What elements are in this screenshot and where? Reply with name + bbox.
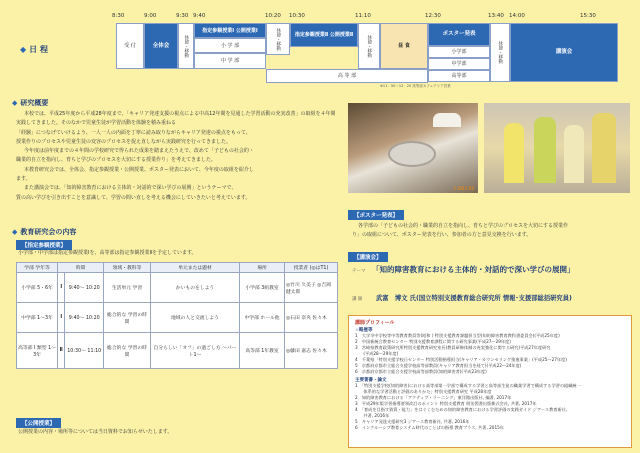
break-box: 休憩・移動 [266, 23, 290, 55]
table-header: 時間 [58, 263, 104, 273]
content-heading [12, 227, 76, 237]
table-cell: 生活単元 学習 [104, 273, 151, 303]
table-cell: 総合的な 学習の時間 [104, 333, 151, 369]
lunch-box: 昼 食 [380, 23, 428, 69]
profile-line: 1 大学卒中学校等中等教育教員等(昭和 ) 特別支援教育課題担当型(知的障害教育教科書委員会)(平成25年度) [355, 333, 560, 338]
time-label: 11:10 [355, 13, 371, 19]
overview-line: 授業作りのプロセスや児童生徒の変容のプロセスを捉え直しながら実践研究を行ってきました。 [16, 138, 232, 145]
table-header: 領域・教科等 [104, 263, 151, 273]
table-cell: ◎藤田 嘉志 佐々木 [285, 333, 338, 369]
lecture-box: 講演会 [510, 23, 618, 82]
designated-lesson-bar: 【指定参観授業】 [16, 240, 72, 250]
profile-line: 5 キャリア発達支援研究3 ジアース教育新社, 共著, 2016年 [355, 419, 470, 424]
time-label: 10:30 [289, 13, 305, 19]
time-label: 9:40 [193, 13, 206, 19]
profile-line: 3 平成29年版学習指導要領改訂のポイント 特別支援教育 明治図書出版株式会社, 共著, 2017年 [355, 401, 537, 406]
public-lesson-text: 公開授業の内容・場所等については当日資料でお知らせいたします。 [18, 429, 173, 435]
table-cell: 自分らしい「オフ」の過ごし方 〜パート1〜 [151, 333, 240, 369]
schedule-row: 中 学 部 [194, 53, 266, 69]
overview-line: 今年度は前年度までの４年間の学校研究で得られた成果を踏まえたうえで、改めて「子どもの社会的・ [24, 148, 254, 155]
table-cell: 小学部 5・6年 [17, 273, 58, 303]
table-cell: Ⅱ [58, 333, 65, 369]
cap-shape [433, 113, 461, 127]
schedule-row: 高 等 部 [266, 69, 428, 83]
time-label: 13:40 [488, 13, 504, 19]
overview-line: 本校では、平成25年度から平成28年度まで、「キャリア発達支援の視点による中高12年間を見通した学習活動の充実改善」の取組を４年間実践してきました。そのなかで児童生徒が学習活動を体験を積み重ねる [16, 111, 336, 127]
speaker-profile-box [348, 315, 632, 448]
table-cell: 地域の人と交流しよう [151, 303, 240, 333]
speaker-label: 講 師 [352, 297, 363, 302]
profile-title: 講師プロフィール [355, 320, 395, 326]
poster-row: 高等部 [428, 70, 490, 82]
lecture-speaker: 武富 博文 氏(国立特別支援教育総合研究所 情報･支援部総括研究員) [376, 295, 572, 302]
poster-bar: 【ポスター発表】 [348, 210, 404, 220]
table-cell: ◎竹川 久美子 ◎吉岡 健太郎 [285, 273, 338, 303]
table-cell: Ⅰ [58, 303, 65, 333]
lecture-bar: 【講演会】 [348, 252, 388, 262]
designated-lesson-1-box: 指定参観授業Ⅰ 公開授業Ⅰ [194, 23, 266, 38]
profile-line: (平成28〜29年度) [355, 351, 399, 356]
profile-line: 3 宮崎県教育政策研究所特別支援教育研究室長(教員研修体制の充実強化に関する研究)平成27年度研究 [355, 345, 551, 350]
table-cell: 中学部 1〜3年 [17, 303, 58, 333]
poster-line: り」の取組について、ポスター発表を行い、参加者の方と意見交換を行います。 [352, 232, 532, 239]
public-lesson-bar: 【公開授業】 [16, 418, 61, 428]
schedule-row: 小 学 部 [194, 38, 266, 53]
profile-line: 2 中国新統合教育センター 特別支援教育課程に関する研究事業(平成27〜29年度) [355, 339, 511, 344]
student-shape [564, 125, 584, 183]
time-label: 9:30 [176, 13, 189, 19]
table-cell: 中学部 ホール他 [240, 303, 285, 333]
designated-lesson-2-box: 指定参観授業Ⅱ 公開授業Ⅱ [290, 23, 358, 47]
table-header: 授業者 (◎はT1) [285, 263, 338, 273]
table-cell: かいものをしよう [151, 273, 240, 303]
table-header-row [17, 263, 338, 273]
student-shape [504, 123, 524, 183]
profile-line: 4 千葉県「特別支援学校日センター 特別活動指導担当(キャリア・カウンセリング推進事業」(平成25〜27年度) [355, 357, 567, 362]
students-photo [484, 103, 630, 193]
table-cell: 9:40〜 10:20 [65, 273, 104, 303]
time-label: 14:00 [509, 13, 525, 19]
designated-lesson-text: 小学部・中学部は指定参観授業Ⅰを、高等部は指定参観授業Ⅱを予定しています。 [18, 250, 197, 256]
diamond-icon: ◆ [12, 228, 18, 236]
table-header: 場所 [240, 263, 285, 273]
profile-line: 5 京都府京都市立総合支援学校高等部教員(キャリア教育担当を経て)(平成22〜24年度) [355, 363, 522, 368]
table-header: 学部 学年等 [17, 263, 58, 273]
schedule-title: 日 程 [29, 45, 48, 54]
time-label: 8:30 [112, 13, 125, 19]
plenary-box: 全体会 [144, 23, 178, 69]
lesson-table [16, 262, 338, 369]
student-shape [592, 113, 616, 183]
break-box: 休憩・移動 [358, 23, 380, 69]
profile-line: 6 京都府京都市立総合支援学校高等部教員(知的障害者)(平成23年度) [355, 369, 487, 374]
student-shape [534, 117, 556, 183]
overview-line: ます。 [16, 176, 31, 183]
time-label: 9:00 [144, 13, 157, 19]
overview-line: また講演会では、「知的障害教育における主体的・対話的で深い学びの展開」というテーマで、 [24, 185, 237, 192]
overview-text [16, 110, 338, 203]
break-box: 休憩・移動 [178, 23, 194, 69]
table-cell: 小学部 3組教室 [240, 273, 285, 303]
diamond-icon: ◆ [12, 99, 18, 107]
table-cell: 9:40〜 10:20 [65, 303, 104, 333]
profile-line: 6 インクルーシブ教育システム時代のことばの指導 教育プラス, 共著, 2015年 [355, 425, 504, 430]
poster-row: 小学部 [428, 46, 490, 58]
overview-line: 「経験」につなげていけるよう、一人一人の内面を丁寧に読み取りながらキャリア発達の視点をもって、 [16, 129, 251, 136]
table-row [17, 333, 338, 369]
poster-line: 各学部の「子どもの社会的・職業的自立を指向し、育ちと学びのプロセスを大切にする授業作 [358, 223, 569, 229]
profile-line: 体系的な学習活動と評価のありかた」特別支援教育研究 平成28年度 [355, 389, 492, 394]
poster-row: 中学部 [428, 58, 490, 70]
overview-title: 研究概要 [20, 99, 49, 107]
poster-box: ポスター発表 [428, 23, 490, 46]
profile-history-heading: ☆略歴等 [355, 328, 373, 333]
bowl-shape [388, 141, 436, 167]
profile-works-heading: 主要著書・論文 [355, 378, 387, 383]
photo-caption: 1 2017.02 [453, 186, 474, 191]
table-cell: 高等部 1年教室 [240, 333, 285, 369]
overview-line: 本教育研究会では、全体会、指定参観授業・公開授業、ポスター発表において、今年度の取組を紹介し [24, 166, 254, 173]
break-box: 休憩・移動 [490, 23, 510, 82]
reception-box: 受 付 [116, 23, 144, 69]
time-label: 15:30 [580, 13, 596, 19]
cooking-photo [348, 103, 478, 193]
table-cell: 10:30〜 11:10 [65, 333, 104, 369]
time-label: 12:30 [425, 13, 441, 19]
lunch-note: ※11：50〜12：20 高等部カフェテリア営業 [380, 84, 451, 88]
profile-line: 1 「特別支援学校(知的障害)における高等部第一学部で構成する学習と高等部生徒の職業学習で構成する学習の組織統一 [355, 383, 581, 388]
time-label: 10:20 [265, 13, 281, 19]
overview-line: 職業的自立を指向し、育ちと学びのプロセスを大切にする授業作り」を考えてきました。 [16, 157, 217, 164]
table-cell: Ⅰ [58, 273, 65, 303]
content-title: 教育研究会の内容 [20, 228, 77, 236]
theme-label: テーマ [352, 269, 366, 274]
table-header: 単元または題材 [151, 263, 240, 273]
schedule-heading [20, 44, 48, 55]
diamond-icon: ◆ [20, 45, 27, 54]
table-cell: ◎石田 奈央 佐々木 [285, 303, 338, 333]
poster-text [352, 222, 632, 241]
table-row [17, 303, 338, 333]
overview-line: 質の高い学びを引き出すことを意識して、学習の問い直しを考える機会にしていきたいと考えています。 [16, 194, 251, 201]
profile-line: 共著, 2016年 [355, 413, 390, 418]
table-cell: 高等部 Ⅰ 類型 1〜3年 [17, 333, 58, 369]
profile-line: 4 「育成を目指す資質・能力」をはぐくむための知的障害教育における学習評価の実践ガイド ジアース教育新社, [355, 407, 568, 412]
lecture-theme: 「知的障害教育における主体的・対話的で深い学びの展開」 [372, 265, 575, 274]
overview-heading [12, 98, 48, 108]
table-cell: 総合的な 学習の時間 [104, 303, 151, 333]
profile-line: 2 知的障害教育における「アクティブ・ラーニング」東洋館出版社, 編著, 2017年 [355, 395, 512, 400]
table-row [17, 273, 338, 303]
